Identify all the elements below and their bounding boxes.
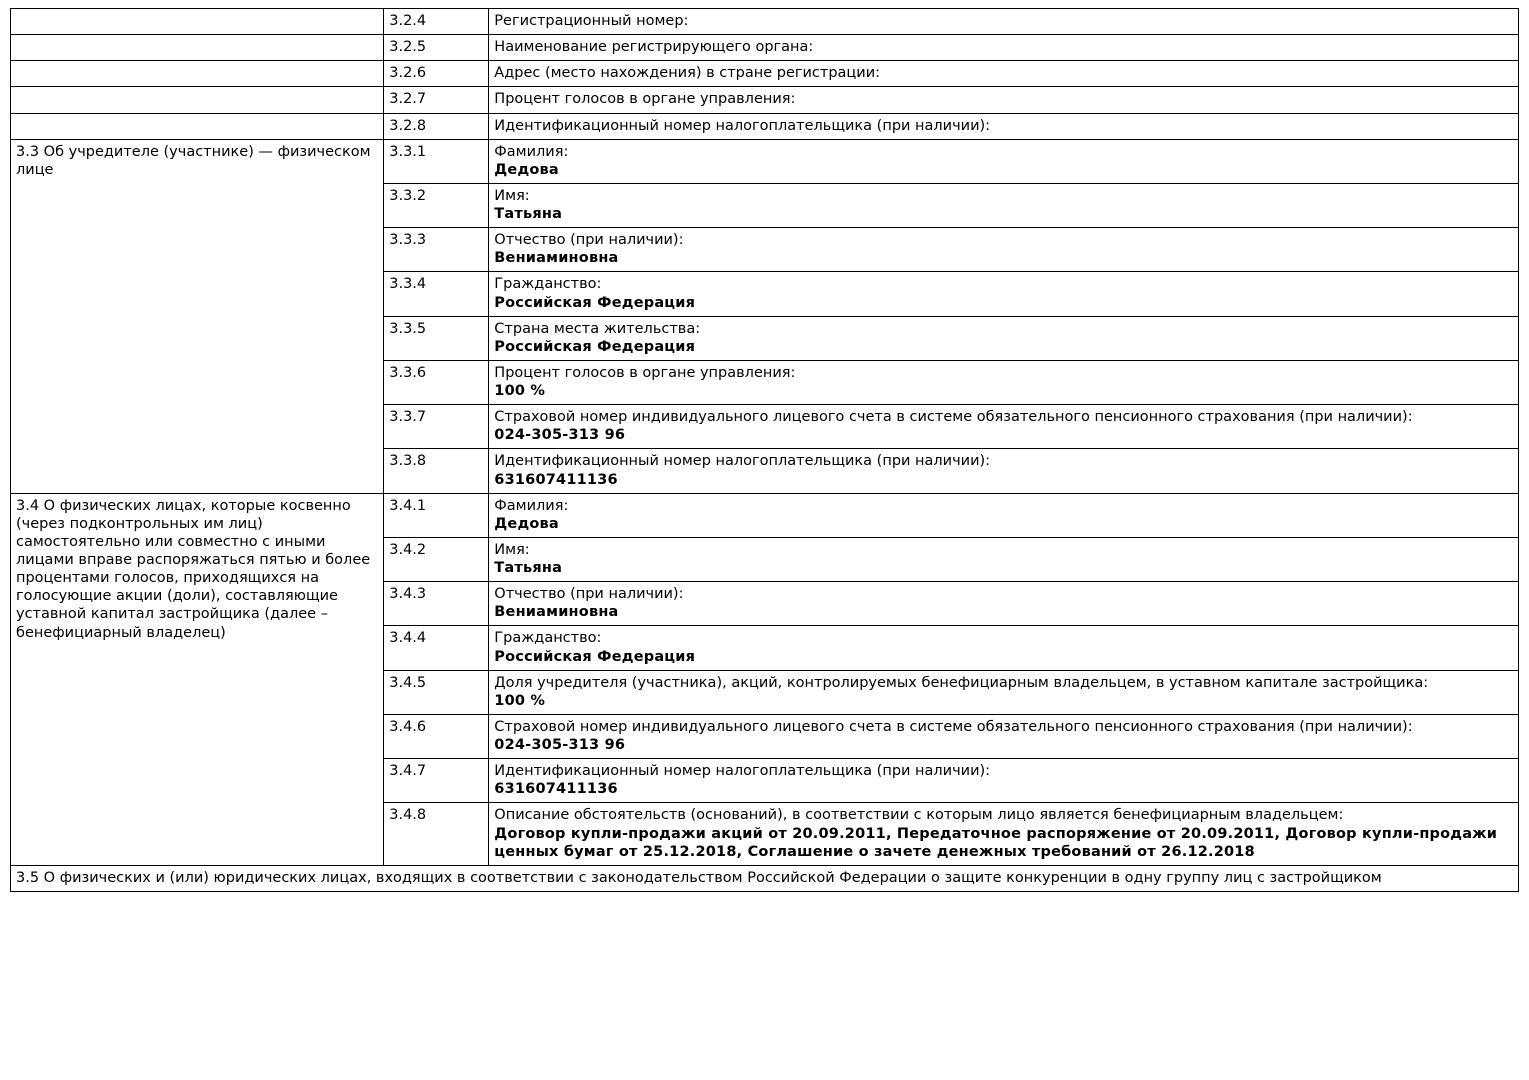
field-value: 631607411136 bbox=[494, 781, 618, 798]
section-3-4-heading: 3.4 О физических лицах, которые косвенно (через подконтрольных им лиц) самостоятельно или совместно с иными лицами вправе распоряжаться пятью и более процентами голосов, приходящихся на голосующие акции (доли), составляющие уставной капитал застройщика (далее – бенефициарный владелец) bbox=[11, 493, 384, 865]
field-label: Идентификационный номер налогоплательщика (при наличии): bbox=[494, 117, 991, 134]
table-row bbox=[11, 35, 1519, 61]
row-number: 3.4.8 bbox=[384, 803, 489, 865]
registry-table bbox=[10, 8, 1519, 892]
row-value-cell bbox=[489, 272, 1519, 316]
row-label-cell bbox=[11, 9, 384, 35]
field-label: Имя: bbox=[494, 541, 530, 558]
field-value: Татьяна bbox=[494, 560, 563, 576]
row-value-cell bbox=[489, 183, 1519, 227]
row-label-cell bbox=[11, 35, 384, 61]
row-label-cell bbox=[11, 113, 384, 139]
row-value-cell bbox=[489, 670, 1519, 714]
row-number: 3.2.8 bbox=[384, 113, 489, 139]
field-label: Страна места жительства: bbox=[494, 320, 701, 337]
field-label: Наименование регистрирующего органа: bbox=[494, 39, 814, 56]
row-number: 3.4.6 bbox=[384, 714, 489, 758]
field-label: Фамилия: bbox=[494, 143, 569, 160]
field-value: Договор купли-продажи акций от 20.09.2011, Передаточное распоряжение от 20.09.2011, Договор купли-продажи ценных бумаг от 25.12.2018, Соглашение о зачете денежных требований от 26.12.2018 bbox=[494, 825, 1498, 860]
field-label: Процент голосов в органе управления: bbox=[494, 364, 796, 381]
row-number: 3.2.7 bbox=[384, 87, 489, 113]
row-number: 3.2.4 bbox=[384, 9, 489, 35]
row-value-cell bbox=[489, 493, 1519, 537]
field-label: Страховой номер индивидуального лицевого счета в системе обязательного пенсионного страхования (при наличии): bbox=[494, 409, 1413, 426]
field-value: 631607411136 bbox=[494, 471, 618, 488]
field-label: Отчество (при наличии): bbox=[494, 232, 684, 249]
table-row bbox=[11, 865, 1519, 891]
section-3-3-heading: 3.3 Об учредителе (участнике) — физическом лице bbox=[11, 139, 384, 493]
row-value-cell bbox=[489, 87, 1519, 113]
field-value: Российская Федерация bbox=[494, 338, 696, 355]
row-value-cell bbox=[489, 759, 1519, 803]
row-number: 3.3.3 bbox=[384, 228, 489, 272]
row-number: 3.4.3 bbox=[384, 582, 489, 626]
row-number: 3.3.1 bbox=[384, 139, 489, 183]
table-row bbox=[11, 113, 1519, 139]
field-label: Доля учредителя (участника), акций, контролируемых бенефициарным владельцем, в уставном капитале застройщика: bbox=[494, 674, 1429, 691]
field-value: 024-305-313 96 bbox=[494, 427, 626, 444]
row-value-cell bbox=[489, 626, 1519, 670]
row-value-cell bbox=[489, 803, 1519, 865]
field-value: 024-305-313 96 bbox=[494, 737, 626, 753]
row-number: 3.3.2 bbox=[384, 183, 489, 227]
field-label: Гражданство: bbox=[494, 276, 602, 293]
field-label: Гражданство: bbox=[494, 630, 602, 647]
row-number: 3.3.6 bbox=[384, 360, 489, 404]
row-number: 3.3.8 bbox=[384, 449, 489, 493]
row-value-cell bbox=[489, 139, 1519, 183]
field-label: Фамилия: bbox=[494, 497, 569, 514]
row-number: 3.4.1 bbox=[384, 493, 489, 537]
row-number: 3.3.7 bbox=[384, 405, 489, 449]
table-row bbox=[11, 9, 1519, 35]
field-label: Страховой номер индивидуального лицевого счета в системе обязательного пенсионного страхования (при наличии): bbox=[494, 718, 1413, 735]
field-value: Российская Федерация bbox=[494, 648, 696, 665]
field-label: Идентификационный номер налогоплательщика (при наличии): bbox=[494, 453, 991, 470]
row-value-cell bbox=[489, 9, 1519, 35]
field-label: Описание обстоятельств (оснований), в соответствии с которым лицо является бенефициарным владельцем: bbox=[494, 807, 1344, 824]
row-value-cell bbox=[489, 582, 1519, 626]
row-number: 3.3.4 bbox=[384, 272, 489, 316]
row-number: 3.4.4 bbox=[384, 626, 489, 670]
row-value-cell bbox=[489, 714, 1519, 758]
row-label-cell bbox=[11, 87, 384, 113]
row-value-cell bbox=[489, 316, 1519, 360]
table-row bbox=[11, 61, 1519, 87]
field-value: Дедова bbox=[494, 515, 559, 532]
row-value-cell bbox=[489, 537, 1519, 581]
field-value: Вениаминовна bbox=[494, 250, 619, 267]
row-label-cell bbox=[11, 61, 384, 87]
row-number: 3.3.5 bbox=[384, 316, 489, 360]
field-value: Вениаминовна bbox=[494, 604, 619, 621]
field-label: Процент голосов в органе управления: bbox=[494, 91, 796, 108]
table-row bbox=[11, 87, 1519, 113]
row-number: 3.4.2 bbox=[384, 537, 489, 581]
field-value: 100 % bbox=[494, 383, 546, 399]
row-value-cell bbox=[489, 405, 1519, 449]
field-label: Отчество (при наличии): bbox=[494, 586, 684, 603]
field-label: Регистрационный номер: bbox=[494, 13, 689, 29]
row-value-cell bbox=[489, 449, 1519, 493]
field-label: Адрес (место нахождения) в стране регистрации: bbox=[494, 65, 881, 82]
table-row bbox=[11, 139, 1519, 183]
field-label: Имя: bbox=[494, 187, 530, 204]
row-number: 3.4.5 bbox=[384, 670, 489, 714]
row-number: 3.2.5 bbox=[384, 35, 489, 61]
field-label: Идентификационный номер налогоплательщика (при наличии): bbox=[494, 763, 991, 780]
field-value: Татьяна bbox=[494, 206, 563, 222]
field-value: Российская Федерация bbox=[494, 294, 696, 311]
field-value: 100 % bbox=[494, 692, 546, 709]
table-row bbox=[11, 493, 1519, 537]
field-value: Дедова bbox=[494, 161, 559, 178]
row-value-cell bbox=[489, 360, 1519, 404]
row-number: 3.4.7 bbox=[384, 759, 489, 803]
row-value-cell bbox=[489, 61, 1519, 87]
row-number: 3.2.6 bbox=[384, 61, 489, 87]
row-value-cell bbox=[489, 35, 1519, 61]
row-value-cell bbox=[489, 228, 1519, 272]
row-value-cell bbox=[489, 113, 1519, 139]
section-3-5-heading: 3.5 О физических и (или) юридических лицах, входящих в соответствии с законодательством Российской Федерации о защите конкуренции в одну группу лиц с застройщиком bbox=[11, 865, 1519, 891]
